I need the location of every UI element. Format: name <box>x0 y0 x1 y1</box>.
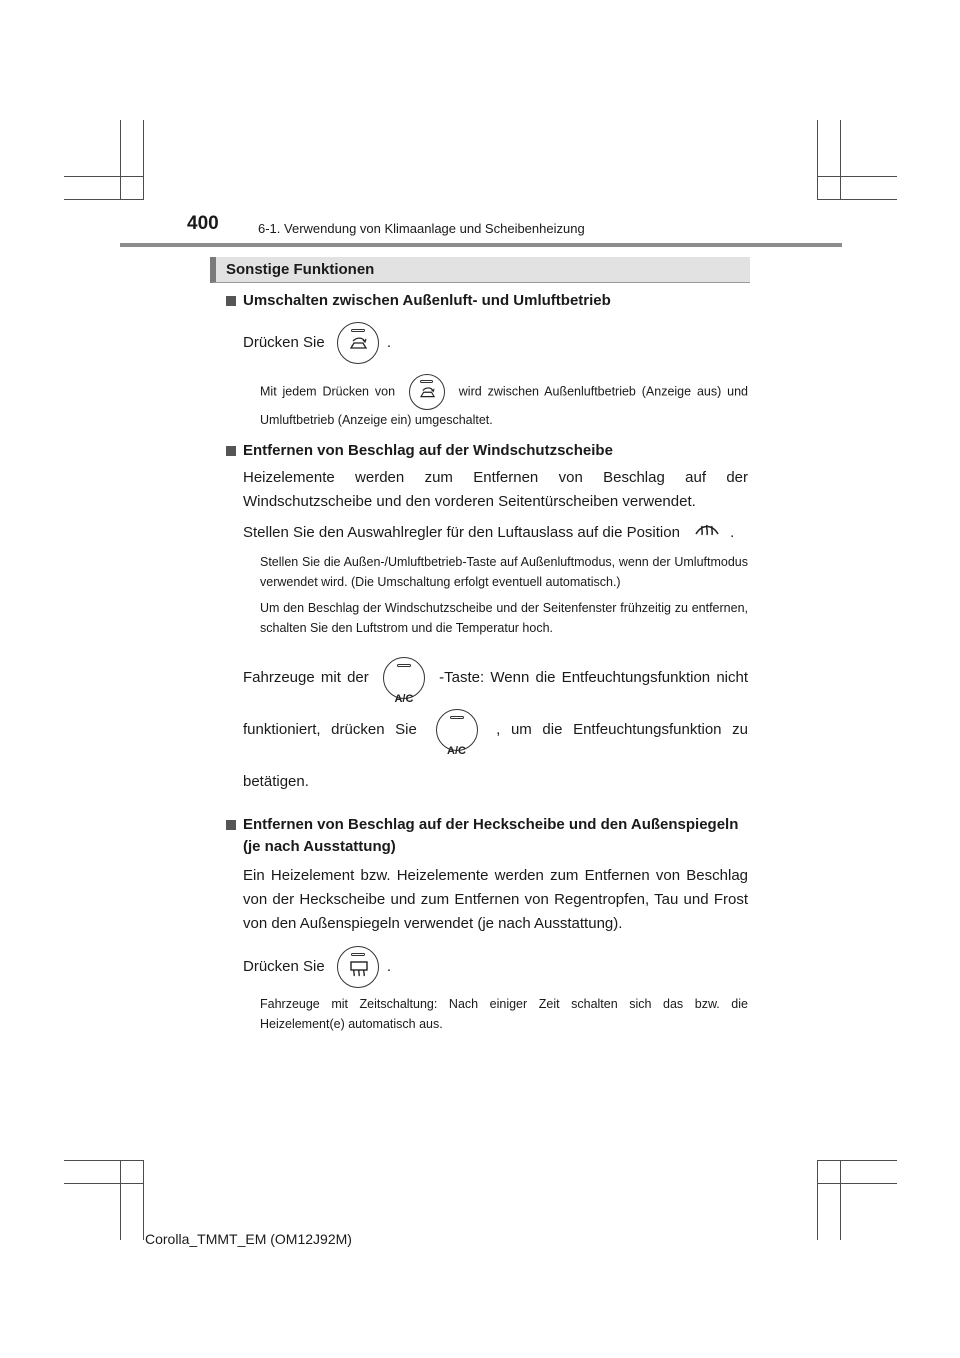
paragraph: Heizelemente werden zum Entfernen von Beschlag auf der Windschutzscheibe und den vorderen Seitentürscheiben verwendet. <box>243 469 748 510</box>
subsection-title-bar <box>210 257 750 283</box>
square-bullet-icon <box>226 296 236 306</box>
section-heading: Entfernen von Beschlag auf der Heckscheibe und den Außenspiegeln (je nach Ausstattung) <box>226 814 748 858</box>
windshield-defroster-icon <box>694 520 720 546</box>
page-number: 400 <box>187 213 219 234</box>
crop-mark <box>120 120 121 200</box>
crop-mark <box>64 199 144 200</box>
rear-defogger-button-icon <box>337 946 379 988</box>
section-heading: Entfernen von Beschlag auf der Windschutzscheibe <box>226 440 748 462</box>
ac-button-icon: A/C <box>383 657 425 699</box>
instruction: Stellen Sie den Auswahlregler für den Luftauslass auf die Position . <box>243 520 748 546</box>
header-rule <box>120 243 842 247</box>
instruction: Drücken Sie . <box>243 322 748 364</box>
subsection-title: Sonstige Funktionen <box>226 261 375 278</box>
crop-mark <box>817 176 897 177</box>
section-heading: Umschalten zwischen Außenluft- und Umluftbetrieb <box>226 290 748 312</box>
crop-mark <box>120 1160 121 1240</box>
crop-mark <box>817 1183 897 1184</box>
square-bullet-icon <box>226 820 236 830</box>
instruction: Drücken Sie . <box>243 946 748 988</box>
note: Um den Beschlag der Windschutzscheibe und der Seitenfenster frühzeitig zu entfernen, schalten Sie den Luftstrom und die Temperatur hoch. <box>260 601 748 635</box>
ac-button-icon: A/C <box>436 709 478 751</box>
section-header: 6-1. Verwendung von Klimaanlage und Scheibenheizung <box>258 221 585 236</box>
note: Fahrzeuge mit Zeitschaltung: Nach einiger Zeit schalten sich das bzw. die Heizelement(e) automatisch aus. <box>260 997 748 1031</box>
crop-mark <box>840 1160 841 1240</box>
footer: Corolla_TMMT_EM (OM12J92M) <box>145 1231 352 1247</box>
recirculation-button-icon <box>337 322 379 364</box>
crop-mark <box>817 1160 818 1240</box>
crop-mark <box>840 120 841 200</box>
crop-mark <box>64 1160 144 1161</box>
crop-mark <box>143 1160 144 1240</box>
content <box>226 290 748 1034</box>
crop-mark <box>64 1183 144 1184</box>
crop-mark <box>817 1160 897 1161</box>
instruction: Fahrzeuge mit der A/C -Taste: Wenn die Entfeuchtungsfunktion nicht funktioniert, drücken Sie A/C , um die Entfeuchtungsfunktion zu betätigen. <box>243 652 748 808</box>
crop-mark <box>817 120 818 200</box>
crop-mark <box>143 120 144 200</box>
recirculation-button-icon <box>409 374 445 410</box>
crop-mark <box>817 199 897 200</box>
note: Mit jedem Drücken von wird zwischen Außenluftbetrieb (Anzeige aus) und Umluftbetrieb (Anzeige ein) umgeschaltet. <box>260 374 748 430</box>
crop-mark <box>64 176 144 177</box>
paragraph: Ein Heizelement bzw. Heizelemente werden zum Entfernen von Beschlag von der Heckscheibe und zum Entfernen von Regentropfen, Tau und Frost von den Außenspiegeln verwendet (je nach Ausstattung). <box>243 867 748 932</box>
note: Stellen Sie die Außen-/Umluftbetrieb-Taste auf Außenluftmodus, wenn der Umluftmodus verwendet wird. (Die Umschaltung erfolgt eventuell automatisch.) <box>260 555 748 589</box>
square-bullet-icon <box>226 446 236 456</box>
